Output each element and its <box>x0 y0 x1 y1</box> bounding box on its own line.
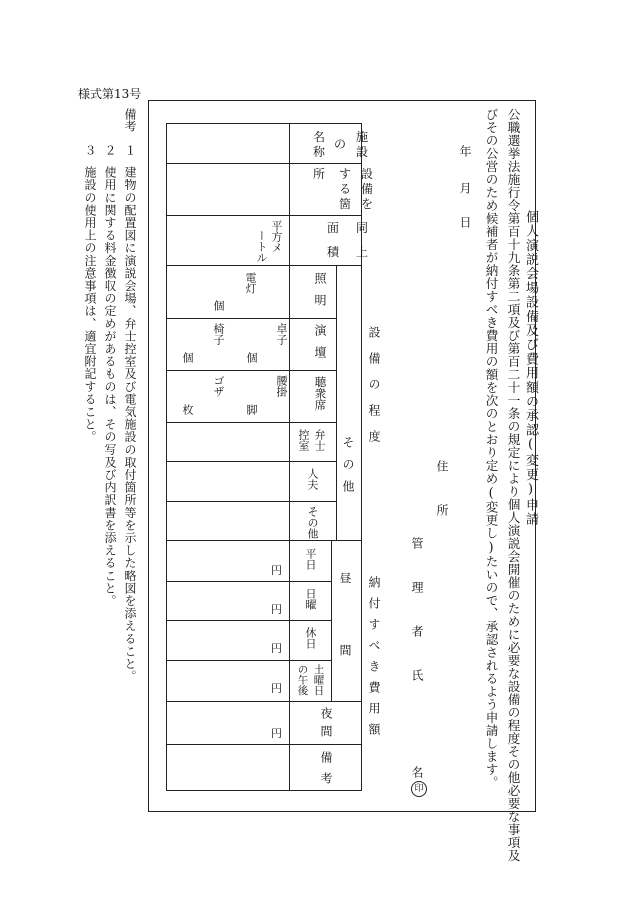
other-group-label: その他 <box>341 436 355 502</box>
fees-group-label: 納付すべき費用額 <box>367 576 381 744</box>
podium-label: 演壇 <box>313 324 327 368</box>
audience-count-mat: 枚 <box>181 404 194 415</box>
date-year: 年 <box>458 145 472 157</box>
location-char: 箇 <box>339 197 352 211</box>
other-misc-label: その他 <box>306 506 319 539</box>
manager-name-label: 管 理 者 氏 <box>410 537 424 690</box>
podium-unit-table: 卓子 <box>275 323 288 345</box>
facility-name-char: 設 <box>356 145 369 159</box>
location-char: を <box>361 197 374 211</box>
audience-count-bench: 脚 <box>245 404 258 415</box>
saturday-label-b: の午後 <box>296 664 309 696</box>
location-char: 備 <box>361 182 374 196</box>
equipment-level-group-label: 設備の程度 <box>367 326 381 456</box>
form-title: 個人演説会場設備及び費用額の承認(変更)申請 <box>523 210 538 527</box>
holiday-label: 休日 <box>304 627 317 649</box>
area-char: 同 <box>356 221 369 235</box>
daytime-group-label: 昼間 <box>338 572 352 716</box>
speaker-room-label-a: 弁士 <box>313 429 326 451</box>
weekday-label: 平日 <box>304 548 317 570</box>
saturday-label-a: 土曜日 <box>312 664 325 696</box>
area-char: 上 <box>356 245 369 259</box>
note-1-text: 建物の配置図に演説会場、弁士控室及び電気施設の取付箇所等を示した略図を添えること。 <box>123 166 137 683</box>
form-number: 様式第13号 <box>78 87 142 101</box>
body-line-2: びその公営のため候補者が納付すべき費用の額を次のとおり定め(変更し)たいので、承認されるよう申請します。 <box>483 108 499 789</box>
area-char: 面 <box>327 221 340 235</box>
notes-heading: 備考 <box>123 108 137 132</box>
area-unit: 平方メ <box>270 220 283 253</box>
yen-unit: 円 <box>271 564 282 577</box>
note-2-text: 使用に関する料金徴収の定めがあるものは、その写及び内訳書を添えること。 <box>103 166 117 607</box>
yen-unit: 円 <box>271 682 282 695</box>
speaker-room-label-b: 控室 <box>297 429 310 451</box>
audience-unit-bench: 腰掛 <box>275 375 288 397</box>
name-label-end: 名 <box>410 766 424 778</box>
yen-unit: 円 <box>271 603 282 616</box>
location-char: る <box>339 182 352 196</box>
area-char: 積 <box>327 245 340 259</box>
lighting-label: 照明 <box>313 272 327 316</box>
podium-count-chair: 個 <box>181 352 194 363</box>
yen-unit: 円 <box>271 642 282 655</box>
facility-name-char: の <box>334 137 347 151</box>
facility-name-char: 施 <box>356 130 369 144</box>
note-3-number: ３ <box>83 144 97 156</box>
note-3-text: 施設の使用上の注意事項は、適宜附記すること。 <box>83 166 97 444</box>
sunday-label: 日曜 <box>304 588 317 610</box>
yen-unit: 円 <box>271 727 282 740</box>
lighting-count: 個 <box>212 300 225 311</box>
location-char: 設 <box>361 167 374 181</box>
seal-mark: 印 <box>411 781 427 797</box>
audience-unit-mat: ゴザ <box>212 375 225 397</box>
address-label: 住 所 <box>435 460 449 526</box>
podium-count-table: 個 <box>245 352 258 363</box>
facility-name-char: 名 <box>313 130 326 144</box>
worker-label: 人夫 <box>306 468 319 490</box>
note-2-number: ２ <box>103 144 117 156</box>
night-label: 夜間 <box>319 707 333 743</box>
note-1-number: １ <box>123 144 137 156</box>
location-char: 所 <box>313 167 326 181</box>
facility-name-char: 称 <box>313 145 326 159</box>
remarks-label: 備考 <box>319 751 333 793</box>
location-char: す <box>339 167 352 181</box>
date-month: 月 <box>458 182 472 194</box>
body-line-1: 公職選挙法施行令第百十九条第二項及び第百二十一条の規定により個人演説会開催のために必要な設備の程度その他必要な事項及 <box>505 108 521 862</box>
podium-unit-chair: 椅子 <box>212 323 225 345</box>
date-day: 日 <box>458 216 472 228</box>
lighting-unit: 電灯 <box>244 272 257 294</box>
area-unit: ートル <box>255 230 268 263</box>
audience-seats-label: 聴衆席 <box>313 376 328 411</box>
